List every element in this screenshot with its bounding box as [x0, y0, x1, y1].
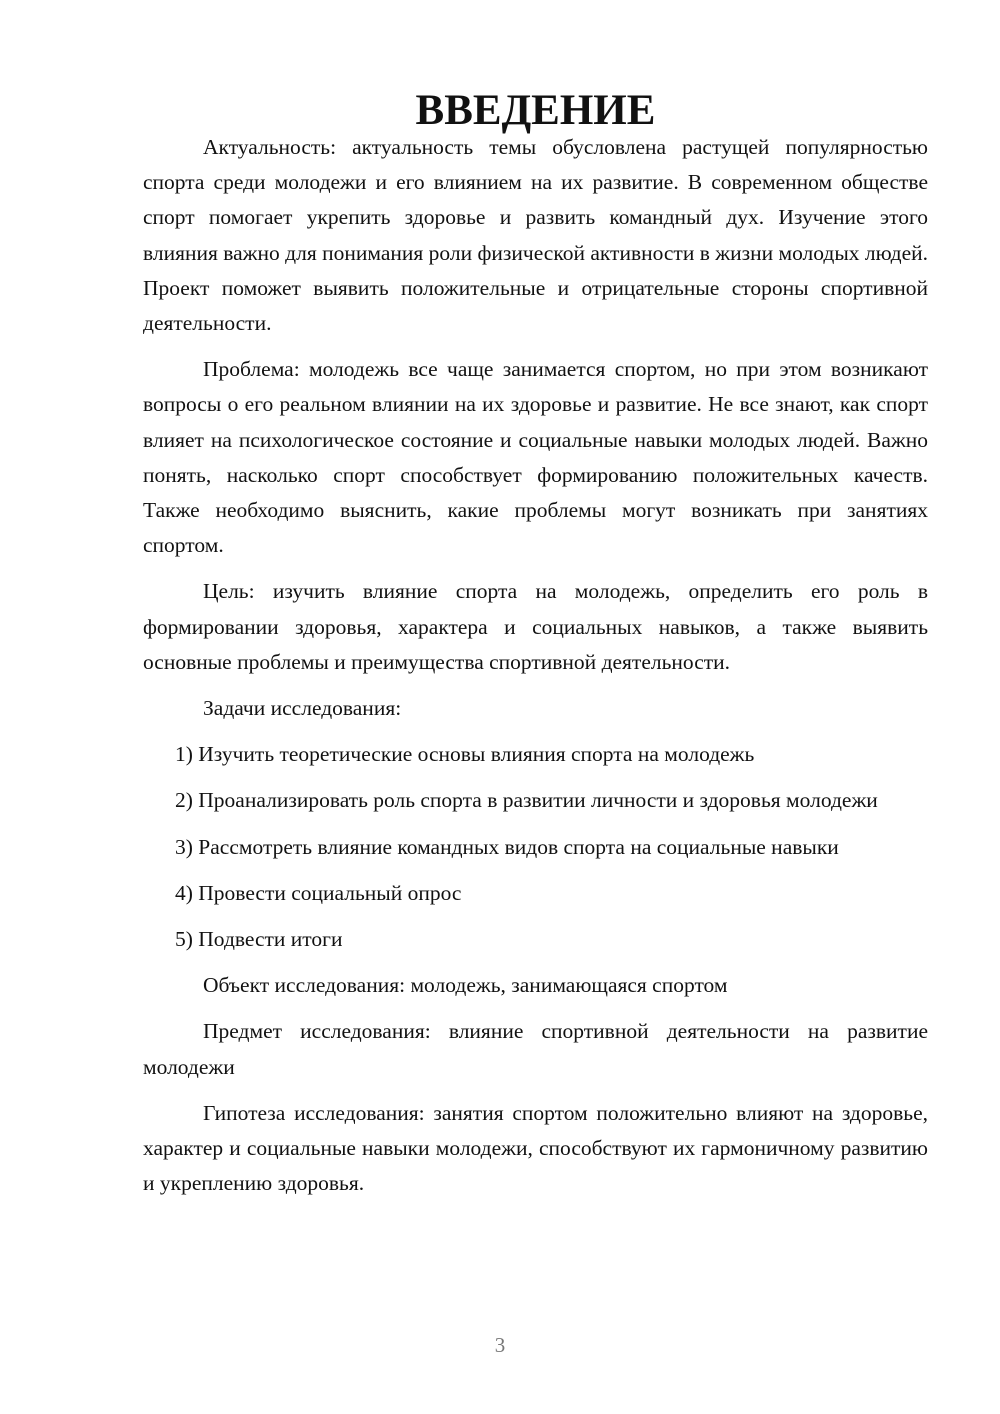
task-item: 2) Проанализировать роль спорта в развитии личности и здоровья молодежи	[175, 788, 878, 813]
goal-paragraph: Цель: изучить влияние спорта на молодежь, определить его роль в формировании здоровья, характера и социальных навыков, а также выявить основные проблемы и преимущества спортивной деятельности.	[143, 579, 928, 674]
task-item: 5) Подвести итоги	[175, 927, 343, 952]
tasks-heading: Задачи исследования:	[203, 696, 402, 721]
relevance-paragraph: Актуальность: актуальность темы обусловлена растущей популярностью спорта среди молодежи и его влиянием на их развитие. В современном обществе спорт помогает укрепить здоровье и развить командный дух. Изучение этого влияния важно для понимания роли физической активности в жизни молодых людей. Проект поможет выявить положительные и отрицательные стороны спортивной деятельности.	[143, 135, 928, 336]
research-subject: Предмет исследования: влияние спортивной деятельности на развитие молодежи	[143, 1019, 928, 1079]
problem-paragraph: Проблема: молодежь все чаще занимается спортом, но при этом возникают вопросы о его реальном влиянии на их здоровье и развитие. Не все знают, как спорт влияет на психологическое состояние и социальные навыки молодых людей. Важно понять, насколько спорт способствует формированию положительных качеств. Также необходимо выяснить, какие проблемы могут возникать при занятиях спортом.	[143, 357, 928, 558]
document-page	[143, 87, 928, 1212]
research-hypothesis: Гипотеза исследования: занятия спортом положительно влияют на здоровье, характер и социальные навыки молодежи, способствуют их гармоничному развитию и укреплению здоровья.	[143, 1100, 928, 1196]
task-item: 1) Изучить теоретические основы влияния спорта на молодежь	[175, 742, 755, 767]
page-number: 3	[494, 1333, 506, 1357]
research-object: Объект исследования: молодежь, занимающаяся спортом	[203, 973, 728, 998]
task-item: 3) Рассмотреть влияние командных видов спорта на социальные навыки	[175, 834, 839, 859]
task-item: 4) Провести социальный опрос	[175, 880, 462, 905]
document-title: ВВЕДЕНИЕ	[415, 87, 656, 134]
